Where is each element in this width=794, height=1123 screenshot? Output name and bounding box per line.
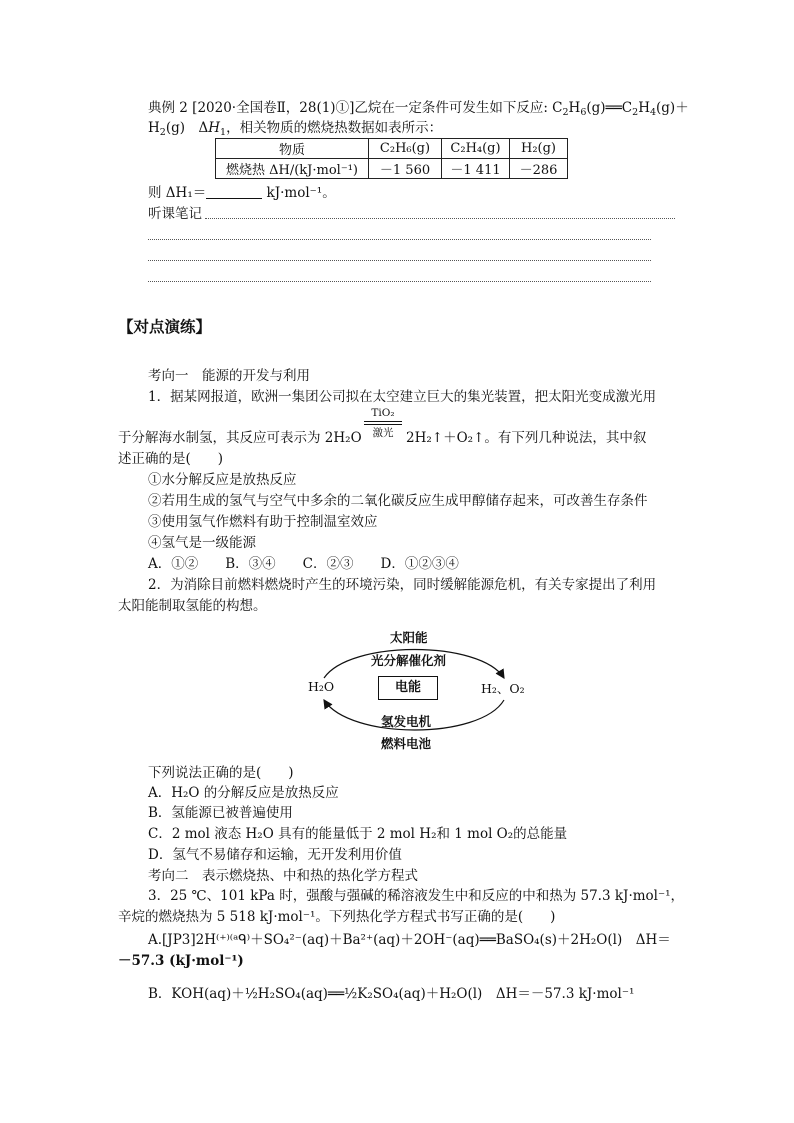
table-cell: －1 411 (442, 159, 510, 179)
condition-bottom: 激光 (372, 427, 394, 439)
q2-line-2: 太阳能制取氢能的构想。 (118, 598, 267, 614)
notes-line[interactable] (148, 281, 651, 282)
diagram-left-label: H₂O (308, 679, 335, 694)
notes-label: 听课笔记 (148, 206, 202, 222)
table-cell: －286 (510, 159, 568, 179)
q3-option-a[interactable]: A.[JP3]2H⁽⁺⁾⁽ᵃᑫ⁾＋SO₄²⁻(aq)＋Ba²⁺(aq)＋2OH⁻(aq)══BaSO₄(s)＋2H₂O(l) ΔH＝ (148, 932, 671, 948)
statement-4: ④氢气是一级能源 (148, 535, 256, 551)
notes-line[interactable] (205, 218, 675, 219)
statement-2: ②若用生成的氢气与空气中多余的二氧化碳反应生成甲醇储存起来，可改善生存条件 (148, 493, 648, 509)
topic-heading: 考向一 能源的开发与利用 (148, 368, 310, 384)
diagram-right-label: H₂、O₂ (481, 681, 525, 696)
notes-line[interactable] (148, 260, 651, 261)
table-row-label: 燃烧热 ΔH/(kJ·mol⁻¹) (216, 159, 369, 179)
q2-option-c[interactable]: C．2 mol 液态 H₂O 具有的能量低于 2 mol H₂和 1 mol O₂的总能量 (148, 826, 568, 842)
combustion-heat-table (215, 138, 568, 179)
table-row (216, 159, 568, 179)
diagram-center-box: 电能 (378, 676, 438, 700)
diagram-bottom-label: 燃料电池 (381, 736, 432, 751)
condition-top: TiO₂ (371, 407, 395, 419)
q3-line-1: 3．25 ℃、101 kPa 时，强酸与强碱的稀溶液发生中和反应的中和热为 57.3 kJ·mol⁻¹， (148, 888, 685, 904)
q1-line-2b: 2H₂↑＋O₂↑。有下列几种说法，其中叙 (406, 430, 647, 446)
table-row (216, 139, 568, 159)
q1-line-2: 于分解海水制氢，其反应可表示为 2H₂O (118, 430, 362, 446)
statement-1: ①水分解反应是放热反应 (148, 472, 297, 488)
example-line-2: $H_2(g)$ $\Delta H_1$，相关物质的燃烧热数据如表所示： (148, 120, 443, 138)
answer-line: 则 ΔH₁＝ kJ·mol⁻¹。 (148, 185, 336, 201)
q1-line-1: 1．据某网报道，欧洲一集团公司拟在太空建立巨大的集光装置，把太阳光变成激光用 (148, 389, 657, 405)
table-header-cell: H₂(g) (510, 139, 568, 159)
notes-line[interactable] (148, 239, 651, 240)
q2-option-b[interactable]: B．氢能源已被普遍使用 (148, 805, 293, 821)
example-line-1: 典例 2 [2020·全国卷Ⅱ，28(1)①]乙烷在一定条件可发生如下反应: $C_2H_6(g)══C_2H_4(g)+$ (148, 100, 689, 118)
equals-arrow (364, 421, 402, 425)
q2-option-a[interactable]: A．H₂O 的分解反应是放热反应 (148, 785, 339, 801)
q3-option-b[interactable]: B．KOH(aq)＋½H₂SO₄(aq)══½K₂SO₄(aq)＋H₂O(l) ΔH＝－57.3 kJ·mol⁻¹ (148, 986, 635, 1002)
diagram-catalyst-label: 光分解催化剂 (371, 653, 447, 668)
q3-option-a-cont: －57.3 (kJ·mol⁻¹) (118, 953, 244, 969)
table-header-cell: C₂H₆(g) (369, 139, 442, 159)
q2-option-d[interactable]: D．氢气不易储存和运输，无开发利用价值 (148, 847, 402, 863)
reaction-condition (364, 407, 402, 439)
q2-prompt: 下列说法正确的是( ) (148, 765, 294, 781)
table-header-cell: 物质 (216, 139, 369, 159)
answer-blank[interactable] (206, 184, 262, 199)
diagram-generator-label: 氢发电机 (381, 714, 432, 729)
topic-heading: 考向二 表示燃烧热、中和热的热化学方程式 (148, 868, 418, 884)
section-title: 【对点演练】 (118, 318, 212, 336)
q2-line-1: 2．为消除目前燃料燃烧时产生的环境污染，同时缓解能源危机，有关专家提出了利用 (148, 577, 657, 593)
q1-line-3: 述正确的是( ) (118, 451, 224, 467)
q3-line-2: 辛烷的燃烧热为 5 518 kJ·mol⁻¹。下列热化学方程式书写正确的是( ) (118, 909, 556, 925)
table-cell: －1 560 (369, 159, 442, 179)
statement-3: ③使用氢气作燃料有助于控制温室效应 (148, 514, 378, 530)
diagram-top-label: 太阳能 (390, 630, 428, 645)
q1-options[interactable]: A．①② B．③④ C．②③ D．①②③④ (148, 556, 459, 572)
table-header-cell: C₂H₄(g) (442, 139, 510, 159)
